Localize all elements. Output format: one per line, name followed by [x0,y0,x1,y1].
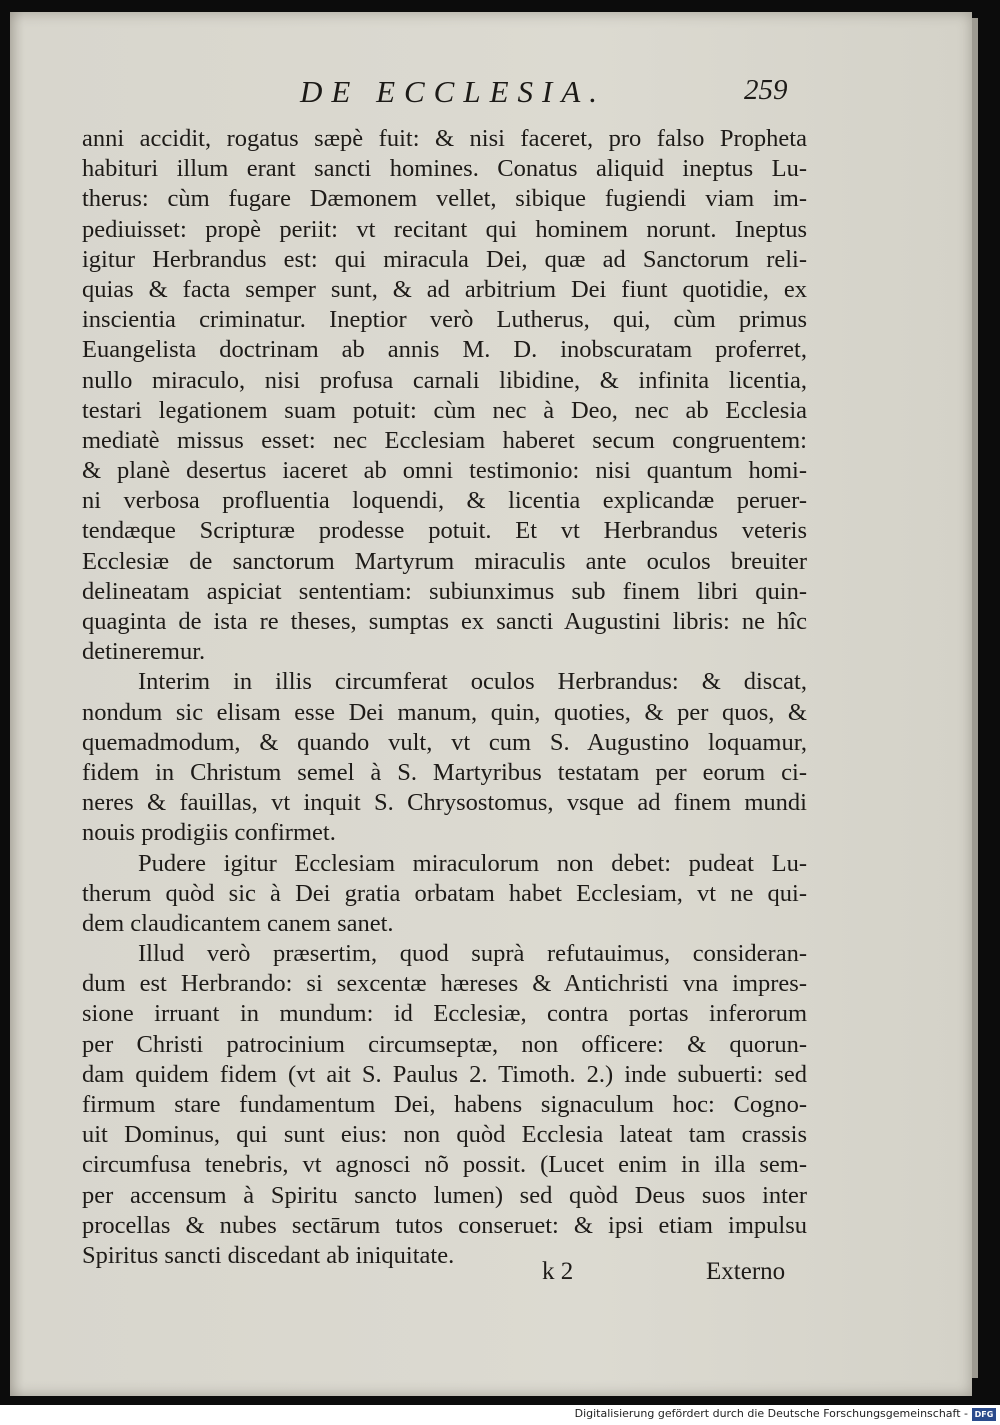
signature-mark: k 2 [542,1258,574,1285]
text-line: procellas & nubes sectārum tutos conseruet: & ipsi etiam impulsu [82,1211,807,1239]
text-line: nondum sic elisam esse Dei manum, quin, quoties, & per quos, & [82,698,807,726]
text-line: dem claudicantem canem sanet. [82,909,394,937]
text-line: igitur Herbrandus est: qui miracula Dei, quæ ad Sanctorum reli- [82,245,807,273]
text-line: dum est Herbrando: si sexcentæ hæreses & Antichristi vna impres- [82,970,807,998]
text-line: tendæque Scripturæ prodesse potuit. Et vt Herbrandus veteris [82,517,807,545]
body-text [82,124,807,1271]
text-line: Pudere igitur Ecclesiam miraculorum non debet: pudeat Lu- [138,849,807,877]
text-line: fidem in Christum semel à S. Martyribus testatam per eorum ci- [82,758,807,786]
text-line: nullo miraculo, nisi profusa carnali libidine, & infinita licentia, [82,366,807,394]
text-line: uit Dominus, qui sunt eius: non quòd Ecclesia lateat tam crassis [82,1121,807,1149]
text-line: per accensum à Spiritu sancto lumen) sed quòd Deus suos inter [82,1181,807,1209]
text-line: quaginta de ista re theses, sumptas ex sancti Augustini libris: ne hîc [82,608,807,635]
text-line: Illud verò præsertim, quod suprà refutauimus, consideran- [138,940,807,968]
page-edge [972,18,978,1378]
text-line: firmum stare fundamentum Dei, habens signaculum hoc: Cogno- [82,1091,807,1118]
running-title: DE ECCLESIA. [300,74,607,109]
text-line: testari legationem suam potuit: cùm nec à Deo, nec ab Ecclesia [82,396,807,424]
text-line: delineatam aspiciat sententiam: subiunximus sub finem libri quin- [82,577,807,605]
text-line: detineremur. [82,638,206,666]
text-line: therum quòd sic à Dei gratia orbatam habet Ecclesiam, vt ne qui- [82,879,807,907]
page-number: 259 [744,74,788,106]
catchword: Externo [706,1258,786,1285]
text-line: per Christi patrocinium circumseptæ, non officere: & quorun- [82,1030,807,1058]
text-line: & planè desertus iaceret ab omni testimonio: nisi quantum homi- [82,457,807,485]
text-line: neres & fauillas, vt inquit S. Chrysostomus, vsque ad finem mundi [82,789,807,817]
text-line: Interim in illis circumferat oculos Herbrandus: & discat, [138,668,807,696]
text-line: pediuisset: propè periit: vt recitant qui hominem norunt. Ineptus [82,215,807,243]
text-line: quias & facta semper sunt, & ad arbitrium Dei fiunt quotidie, ex [82,275,807,303]
digitization-footer [0,1405,1000,1425]
digitization-notice: Digitalisierung gefördert durch die Deutsche Forschungsgemeinschaft - [574,1407,968,1420]
text-line: quemadmodum, & quando vult, vt cum S. Augustino loquamur, [82,728,807,756]
dfg-logo-icon: DFG [972,1408,996,1421]
text-line: dam quidem fidem (vt ait S. Paulus 2. Timoth. 2.) inde subuerti: sed [82,1060,807,1088]
text-line: circumfusa tenebris, vt agnosci nõ possit. (Lucet enim in illa sem- [82,1151,807,1179]
text-line: sione irruant in mundum: id Ecclesiæ, contra portas inferorum [82,1000,807,1028]
text-line: therus: cùm fugare Dæmonem vellet, sibique fugiendi viam im- [82,185,807,213]
text-line: anni accidit, rogatus sæpè fuit: & nisi faceret, pro falso Propheta [82,125,807,152]
text-line: habituri illum erant sancti homines. Conatus aliquid ineptus Lu- [82,155,807,183]
text-line: mediatè missus esset: nec Ecclesiam haberet secum congruentem: [82,426,807,454]
text-line: Spiritus sancti discedant ab iniquitate. [82,1241,455,1269]
text-line: nouis prodigiis confirmet. [82,819,336,847]
text-line: Euangelista doctrinam ab annis M. D. inobscuratam proferret, [82,336,807,364]
text-line: Ecclesiæ de sanctorum Martyrum miraculis ante oculos breuiter [82,547,807,575]
text-line: inscientia criminatur. Ineptior verò Lutherus, qui, cùm primus [82,306,807,334]
text-line: ni verbosa profluentia loquendi, & licentia explicandæ peruer- [82,487,807,515]
